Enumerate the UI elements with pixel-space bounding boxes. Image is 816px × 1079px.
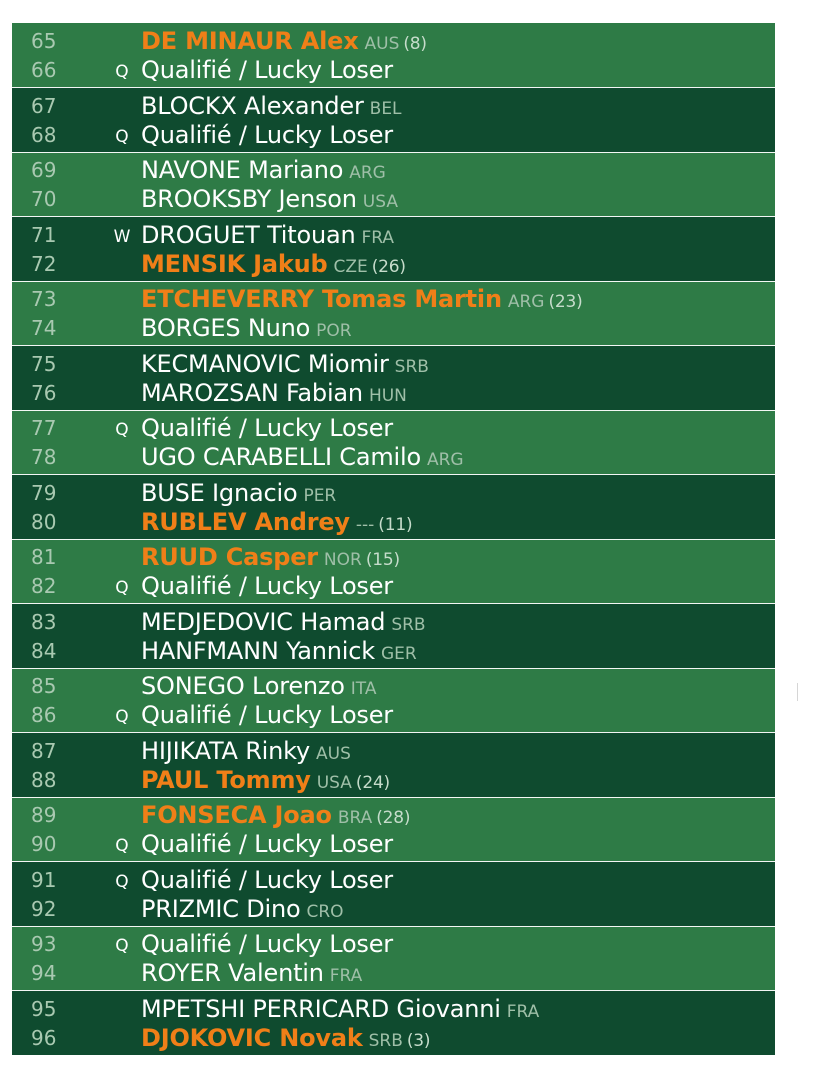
player-country: HUN bbox=[368, 385, 407, 406]
player-entry[interactable] bbox=[141, 766, 390, 794]
player-name: ETCHEVERRY Tomas Martin bbox=[141, 285, 502, 313]
player-seed: (8) bbox=[403, 34, 427, 54]
player-row bbox=[12, 443, 775, 472]
draw-position-number: 86 bbox=[31, 703, 57, 727]
entry-status: Q bbox=[115, 420, 129, 440]
player-country: --- bbox=[355, 514, 375, 535]
player-name: SONEGO Lorenzo bbox=[141, 672, 345, 700]
player-entry[interactable] bbox=[141, 801, 410, 829]
player-name: Qualifié / Lucky Loser bbox=[141, 56, 393, 84]
player-country: POR bbox=[316, 321, 352, 341]
player-row bbox=[12, 701, 775, 730]
player-entry[interactable] bbox=[141, 995, 539, 1023]
match-block bbox=[12, 797, 775, 861]
player-entry[interactable] bbox=[141, 414, 393, 442]
draw-position-number: 80 bbox=[31, 509, 57, 534]
draw-position-number: 94 bbox=[31, 961, 57, 985]
entry-status: Q bbox=[115, 62, 129, 82]
player-entry[interactable] bbox=[141, 27, 427, 55]
player-name: PAUL Tommy bbox=[141, 765, 311, 794]
player-country: NOR bbox=[323, 550, 362, 570]
player-entry[interactable] bbox=[141, 56, 393, 84]
draw-position-number: 77 bbox=[31, 416, 57, 440]
match-block bbox=[12, 991, 775, 1055]
player-row bbox=[12, 156, 775, 185]
player-row bbox=[12, 414, 775, 443]
player-name: Qualifié / Lucky Loser bbox=[141, 572, 393, 600]
draw-position-number: 76 bbox=[31, 380, 57, 405]
player-entry[interactable] bbox=[141, 92, 402, 120]
draw-position-number: 95 bbox=[31, 996, 57, 1021]
player-name: BROOKSBY Jenson bbox=[141, 185, 357, 213]
player-name: HANFMANN Yannick bbox=[141, 636, 375, 665]
match-block bbox=[12, 281, 775, 345]
player-country: FRA bbox=[329, 966, 363, 986]
player-row bbox=[12, 895, 775, 924]
match-separator bbox=[12, 668, 775, 669]
match-block bbox=[12, 217, 775, 281]
player-entry[interactable] bbox=[141, 314, 352, 342]
draw-position-number: 87 bbox=[31, 738, 57, 763]
player-entry[interactable] bbox=[141, 672, 377, 700]
player-row bbox=[12, 995, 775, 1024]
draw-position-number: 96 bbox=[31, 1025, 57, 1050]
match-block bbox=[12, 410, 775, 474]
player-row bbox=[12, 121, 775, 150]
player-name: BORGES Nuno bbox=[141, 314, 311, 342]
player-entry[interactable] bbox=[141, 443, 464, 471]
player-name: DE MINAUR Alex bbox=[141, 27, 359, 55]
player-row bbox=[12, 285, 775, 314]
player-name: DJOKOVIC Novak bbox=[141, 1023, 363, 1052]
player-seed: (3) bbox=[406, 1030, 431, 1051]
draw-position-number: 72 bbox=[31, 251, 57, 276]
player-entry[interactable] bbox=[141, 350, 429, 378]
match-separator bbox=[12, 281, 775, 282]
player-row bbox=[12, 221, 775, 250]
player-entry[interactable] bbox=[141, 508, 412, 536]
player-row bbox=[12, 959, 775, 988]
player-name: PRIZMIC Dino bbox=[141, 894, 301, 923]
player-country: CRO bbox=[306, 901, 344, 922]
player-country: FRA bbox=[506, 1001, 540, 1022]
match-separator bbox=[12, 474, 775, 475]
player-seed: (24) bbox=[355, 772, 390, 793]
player-name: UGO CARABELLI Camilo bbox=[141, 443, 421, 471]
player-country: AUS bbox=[364, 34, 400, 54]
player-seed: (28) bbox=[376, 808, 411, 828]
player-seed: (11) bbox=[378, 514, 413, 535]
entry-status: Q bbox=[115, 126, 129, 147]
match-block bbox=[12, 668, 775, 732]
player-name: ROYER Valentin bbox=[141, 959, 324, 987]
match-separator bbox=[12, 603, 775, 604]
player-entry[interactable] bbox=[141, 221, 394, 249]
player-row bbox=[12, 737, 775, 766]
player-row bbox=[12, 930, 775, 959]
player-row bbox=[12, 508, 775, 537]
draw-position-number: 69 bbox=[31, 158, 57, 182]
player-entry[interactable] bbox=[141, 572, 393, 600]
player-name: MEDJEDOVIC Hamad bbox=[141, 607, 386, 636]
match-block bbox=[12, 475, 775, 539]
draw-position-number: 65 bbox=[31, 29, 57, 53]
player-name: Qualifié / Lucky Loser bbox=[141, 865, 393, 894]
draw-position-number: 93 bbox=[31, 932, 57, 956]
match-block bbox=[12, 152, 775, 216]
match-separator bbox=[12, 410, 775, 411]
draw-position-number: 66 bbox=[31, 58, 57, 82]
player-row bbox=[12, 572, 775, 601]
player-name: RUBLEV Andrey bbox=[141, 507, 350, 536]
match-block bbox=[12, 23, 775, 87]
draw-position-number: 81 bbox=[31, 545, 57, 569]
player-entry[interactable] bbox=[141, 737, 351, 765]
match-block bbox=[12, 862, 775, 926]
match-separator bbox=[12, 87, 775, 88]
match-block bbox=[12, 733, 775, 797]
player-country: SRB bbox=[391, 614, 426, 635]
match-separator bbox=[12, 216, 775, 217]
player-country: ARG bbox=[426, 450, 464, 470]
draw-position-number: 74 bbox=[31, 316, 57, 340]
player-country: ARG bbox=[507, 292, 545, 312]
player-name: BUSE Ignacio bbox=[141, 478, 298, 507]
draw-position-number: 70 bbox=[31, 187, 57, 211]
draw-position-number: 78 bbox=[31, 445, 57, 469]
draw-position-number: 84 bbox=[31, 638, 57, 663]
player-name: HIJIKATA Rinky bbox=[141, 736, 310, 765]
player-country: ITA bbox=[350, 679, 377, 699]
match-separator bbox=[12, 345, 775, 346]
match-separator bbox=[12, 732, 775, 733]
entry-status: W bbox=[113, 226, 131, 247]
player-name: NAVONE Mariano bbox=[141, 156, 344, 184]
draw-bracket bbox=[12, 23, 775, 1055]
player-country: USA bbox=[362, 192, 398, 212]
player-name: Qualifié / Lucky Loser bbox=[141, 120, 393, 149]
player-seed: (26) bbox=[371, 256, 406, 277]
player-row bbox=[12, 27, 775, 56]
draw-position-number: 68 bbox=[31, 122, 57, 147]
player-name: Qualifié / Lucky Loser bbox=[141, 701, 393, 729]
draw-position-number: 82 bbox=[31, 574, 57, 598]
player-row bbox=[12, 672, 775, 701]
player-entry[interactable] bbox=[141, 543, 400, 571]
entry-status: Q bbox=[115, 836, 129, 856]
player-name: Qualifié / Lucky Loser bbox=[141, 830, 393, 858]
player-row bbox=[12, 250, 775, 279]
player-row bbox=[12, 766, 775, 795]
player-entry[interactable] bbox=[141, 930, 393, 958]
player-entry[interactable] bbox=[141, 1024, 430, 1052]
player-entry[interactable] bbox=[141, 285, 583, 313]
player-entry[interactable] bbox=[141, 830, 393, 858]
match-block bbox=[12, 346, 775, 410]
match-block bbox=[12, 926, 775, 990]
draw-position-number: 75 bbox=[31, 351, 57, 376]
entry-status: Q bbox=[115, 707, 129, 727]
draw-position-number: 71 bbox=[31, 222, 57, 247]
player-name: BLOCKX Alexander bbox=[141, 91, 364, 120]
player-row bbox=[12, 479, 775, 508]
player-entry[interactable] bbox=[141, 608, 426, 636]
player-row bbox=[12, 830, 775, 859]
player-entry[interactable] bbox=[141, 250, 406, 278]
player-entry[interactable] bbox=[141, 637, 417, 665]
player-country: AUS bbox=[316, 743, 351, 764]
draw-position-number: 67 bbox=[31, 93, 57, 118]
player-row bbox=[12, 801, 775, 830]
draw-position-number: 92 bbox=[31, 896, 57, 921]
match-separator bbox=[12, 797, 775, 798]
draw-position-number: 88 bbox=[31, 767, 57, 792]
player-row bbox=[12, 185, 775, 214]
player-name: MAROZSAN Fabian bbox=[141, 378, 363, 407]
player-country: BEL bbox=[369, 98, 402, 119]
player-row bbox=[12, 1024, 775, 1053]
match-block bbox=[12, 539, 775, 603]
player-name: MPETSHI PERRICARD Giovanni bbox=[141, 994, 501, 1023]
match-separator bbox=[12, 539, 775, 540]
match-separator bbox=[12, 926, 775, 927]
player-name: DROGUET Titouan bbox=[141, 220, 356, 249]
draw-position-number: 85 bbox=[31, 674, 57, 698]
player-row bbox=[12, 637, 775, 666]
match-separator bbox=[12, 861, 775, 862]
draw-position-number: 73 bbox=[31, 287, 57, 311]
player-country: SRB bbox=[368, 1030, 403, 1051]
player-row bbox=[12, 543, 775, 572]
player-row bbox=[12, 608, 775, 637]
entry-status: Q bbox=[115, 871, 129, 892]
player-name: Qualifié / Lucky Loser bbox=[141, 930, 393, 958]
match-separator bbox=[12, 990, 775, 991]
player-name: KECMANOVIC Miomir bbox=[141, 349, 389, 378]
player-row bbox=[12, 866, 775, 895]
player-country: ARG bbox=[349, 163, 386, 183]
player-name: FONSECA Joao bbox=[141, 801, 332, 829]
player-name: Qualifié / Lucky Loser bbox=[141, 414, 393, 442]
match-block bbox=[12, 604, 775, 668]
player-entry[interactable] bbox=[141, 121, 393, 149]
player-country: GER bbox=[380, 643, 417, 664]
player-country: SRB bbox=[394, 356, 429, 377]
player-entry[interactable] bbox=[141, 895, 344, 923]
player-row bbox=[12, 56, 775, 85]
player-seed: (23) bbox=[548, 292, 583, 312]
draw-position-number: 89 bbox=[31, 803, 57, 827]
player-row bbox=[12, 379, 775, 408]
player-entry[interactable] bbox=[141, 866, 393, 894]
player-row bbox=[12, 350, 775, 379]
player-entry[interactable] bbox=[141, 959, 362, 987]
draw-position-number: 90 bbox=[31, 832, 57, 856]
player-entry[interactable] bbox=[141, 379, 407, 407]
entry-status: Q bbox=[115, 936, 129, 956]
player-name: MENSIK Jakub bbox=[141, 249, 328, 278]
player-country: PER bbox=[303, 485, 337, 506]
match-block bbox=[12, 88, 775, 152]
draw-position-number: 91 bbox=[31, 867, 57, 892]
draw-position-number: 83 bbox=[31, 609, 57, 634]
page-edge-mark bbox=[797, 683, 798, 701]
player-country: FRA bbox=[361, 227, 395, 248]
player-row bbox=[12, 92, 775, 121]
draw-position-number: 79 bbox=[31, 480, 57, 505]
player-entry[interactable] bbox=[141, 479, 336, 507]
player-seed: (15) bbox=[365, 550, 400, 570]
match-separator bbox=[12, 152, 775, 153]
entry-status: Q bbox=[115, 578, 129, 598]
player-country: CZE bbox=[333, 256, 368, 277]
player-row bbox=[12, 314, 775, 343]
player-country: BRA bbox=[337, 808, 373, 828]
player-name: RUUD Casper bbox=[141, 543, 318, 571]
player-entry[interactable] bbox=[141, 701, 393, 729]
player-entry[interactable] bbox=[141, 185, 398, 213]
player-country: USA bbox=[316, 772, 352, 793]
player-entry[interactable] bbox=[141, 156, 386, 184]
